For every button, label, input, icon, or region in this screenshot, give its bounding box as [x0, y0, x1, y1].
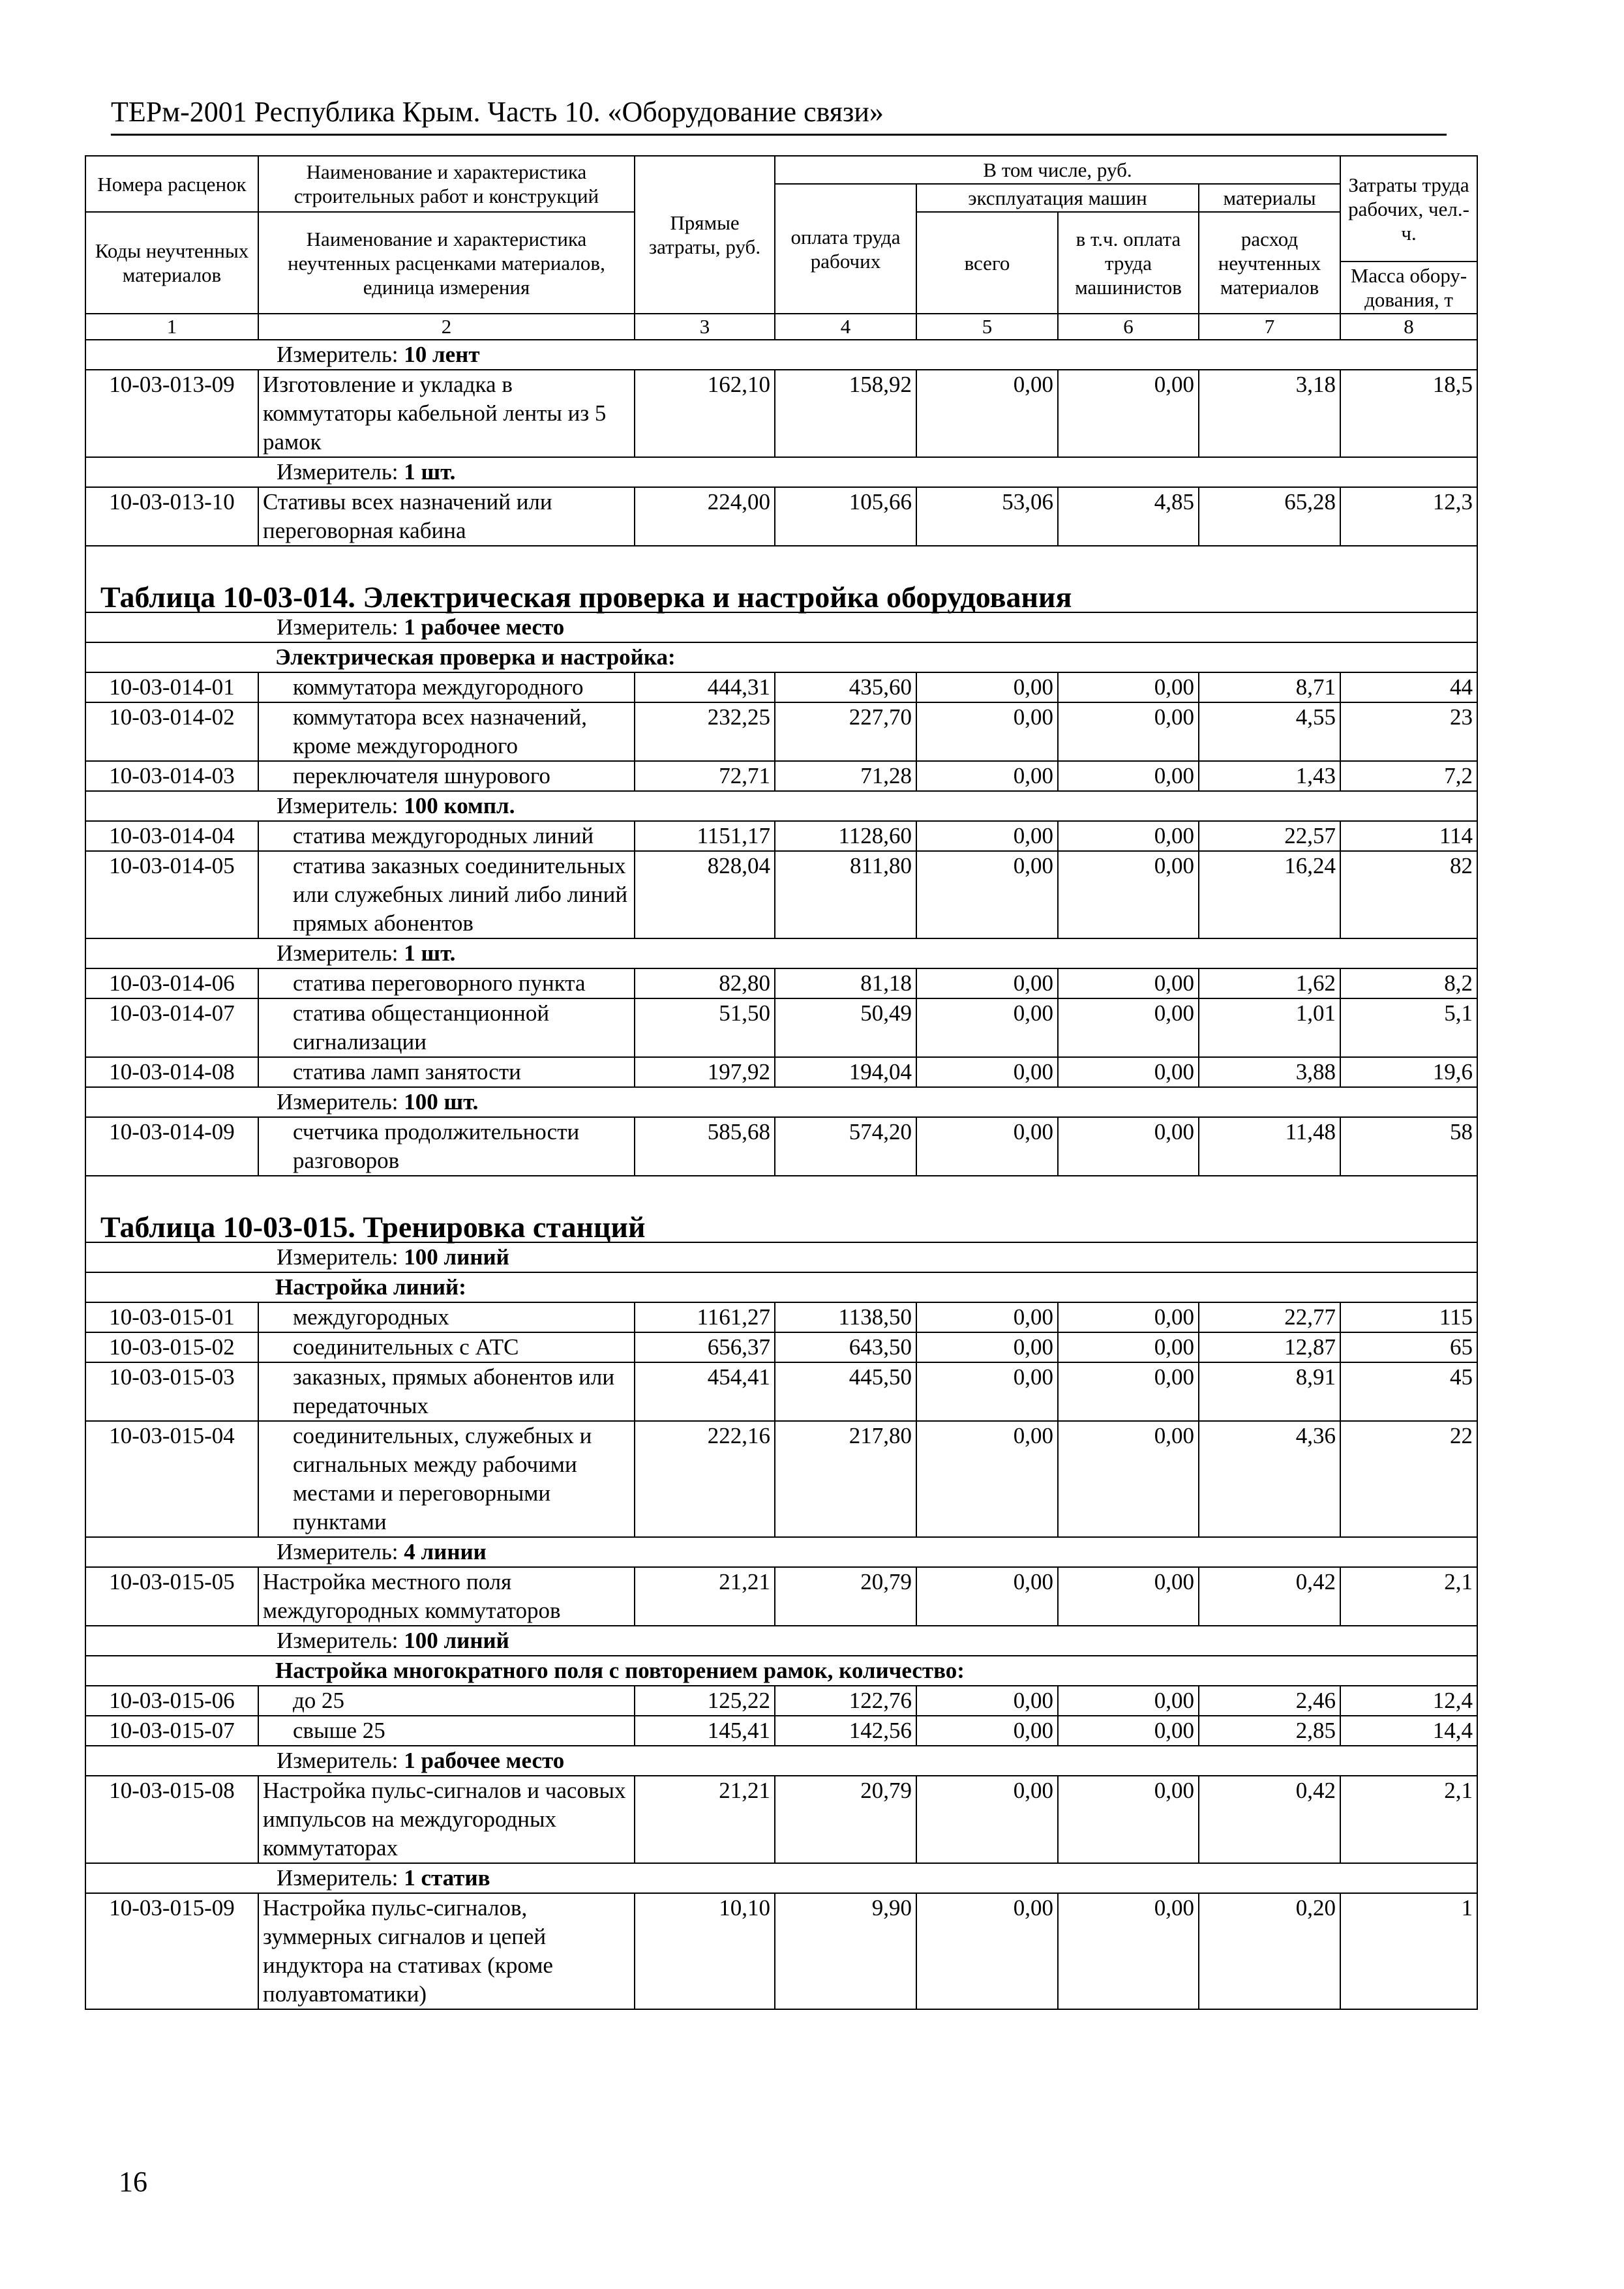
measure-cell [85, 1746, 1477, 1776]
value-machinists: 0,00 [1058, 1421, 1199, 1537]
measure-value: 1 статив [404, 1865, 490, 1891]
value-hours: 45 [1340, 1362, 1477, 1421]
value-labor: 1138,50 [775, 1302, 916, 1332]
table-row [85, 968, 1477, 998]
work-name: до 25 [258, 1686, 635, 1716]
table-row [85, 1117, 1477, 1176]
value-hours: 82 [1340, 851, 1477, 938]
value-direct: 444,31 [635, 672, 775, 702]
column-number: 3 [635, 314, 775, 340]
value-machinists: 0,00 [1058, 370, 1199, 457]
measure-row [85, 340, 1477, 370]
measure-row [85, 1537, 1477, 1567]
rate-code: 10-03-014-02 [85, 702, 258, 761]
value-direct: 656,37 [635, 1332, 775, 1362]
value-materials: 0,42 [1199, 1776, 1340, 1863]
header-col1-top: Номера расценок [85, 156, 258, 212]
value-hours: 58 [1340, 1117, 1477, 1176]
measure-cell [85, 1242, 1477, 1272]
value-hours: 2,1 [1340, 1776, 1477, 1863]
rate-code: 10-03-014-05 [85, 851, 258, 938]
work-name: статива междугородных линий [258, 821, 635, 851]
table-row [85, 761, 1477, 791]
section-title: Электрическая проверка и настройка: [85, 642, 1477, 672]
column-number: 6 [1058, 314, 1199, 340]
column-number: 7 [1199, 314, 1340, 340]
value-labor: 71,28 [775, 761, 916, 791]
table-title: Таблица 10-03-015. Тренировка станций [85, 1176, 1477, 1242]
value-machinists: 0,00 [1058, 672, 1199, 702]
measure-cell [85, 1863, 1477, 1893]
value-machines: 0,00 [916, 1776, 1058, 1863]
value-labor: 81,18 [775, 968, 916, 998]
value-labor: 9,90 [775, 1893, 916, 2009]
table-row [85, 851, 1477, 938]
value-machines: 0,00 [916, 1332, 1058, 1362]
value-machines: 0,00 [916, 702, 1058, 761]
value-materials: 0,20 [1199, 1893, 1340, 2009]
value-labor: 227,70 [775, 702, 916, 761]
value-materials: 2,85 [1199, 1716, 1340, 1746]
value-hours: 22 [1340, 1421, 1477, 1537]
measure-value: 100 компл. [404, 793, 515, 818]
column-number: 8 [1340, 314, 1477, 340]
header-col1-bottom: Коды неучтенных материалов [85, 212, 258, 314]
rates-table [85, 155, 1478, 2010]
table-row [85, 672, 1477, 702]
value-hours: 7,2 [1340, 761, 1477, 791]
measure-label: Измеритель: [277, 940, 398, 966]
measure-value: 10 лент [404, 342, 480, 367]
measure-cell [85, 1537, 1477, 1567]
value-materials: 4,36 [1199, 1421, 1340, 1537]
work-name: статива ламп занятости [258, 1057, 635, 1087]
work-name: свыше 25 [258, 1716, 635, 1746]
value-direct: 1161,27 [635, 1302, 775, 1332]
measure-row [85, 1242, 1477, 1272]
value-labor: 122,76 [775, 1686, 916, 1716]
rate-code: 10-03-015-09 [85, 1893, 258, 2009]
value-hours: 8,2 [1340, 968, 1477, 998]
table-row [85, 1332, 1477, 1362]
rate-code: 10-03-014-04 [85, 821, 258, 851]
rate-code: 10-03-015-01 [85, 1302, 258, 1332]
rate-code: 10-03-014-09 [85, 1117, 258, 1176]
measure-row [85, 1087, 1477, 1117]
rate-code: 10-03-015-02 [85, 1332, 258, 1362]
value-machinists: 0,00 [1058, 851, 1199, 938]
table-row [85, 1057, 1477, 1087]
value-machines: 0,00 [916, 1057, 1058, 1087]
measure-label: Измеритель: [277, 1244, 398, 1270]
table-row [85, 1686, 1477, 1716]
table-row [85, 702, 1477, 761]
rate-code: 10-03-013-09 [85, 370, 258, 457]
value-labor: 435,60 [775, 672, 916, 702]
value-labor: 217,80 [775, 1421, 916, 1537]
measure-value: 1 рабочее место [404, 614, 565, 640]
measure-row [85, 612, 1477, 642]
value-materials: 65,28 [1199, 487, 1340, 546]
value-machinists: 0,00 [1058, 702, 1199, 761]
value-labor: 643,50 [775, 1332, 916, 1362]
value-machines: 53,06 [916, 487, 1058, 546]
header-rule [111, 134, 1447, 136]
table-row [85, 1302, 1477, 1332]
value-direct: 222,16 [635, 1421, 775, 1537]
value-materials: 1,01 [1199, 998, 1340, 1057]
value-labor: 574,20 [775, 1117, 916, 1176]
value-direct: 21,21 [635, 1776, 775, 1863]
work-name: заказных, прямых абонентов или передаточных [258, 1362, 635, 1421]
value-hours: 19,6 [1340, 1057, 1477, 1087]
value-machines: 0,00 [916, 1686, 1058, 1716]
value-materials: 4,55 [1199, 702, 1340, 761]
measure-row [85, 1863, 1477, 1893]
measure-label: Измеритель: [277, 1089, 398, 1115]
value-machines: 0,00 [916, 1421, 1058, 1537]
measure-label: Измеритель: [277, 1628, 398, 1653]
measure-label: Измеритель: [277, 459, 398, 485]
value-direct: 21,21 [635, 1567, 775, 1626]
value-machines: 0,00 [916, 851, 1058, 938]
work-name: статива общестанционной сигнализации [258, 998, 635, 1057]
value-machines: 0,00 [916, 1362, 1058, 1421]
value-direct: 454,41 [635, 1362, 775, 1421]
value-hours: 65 [1340, 1332, 1477, 1362]
table-row [85, 1716, 1477, 1746]
section-row [85, 1656, 1477, 1686]
value-hours: 18,5 [1340, 370, 1477, 457]
table-header [85, 156, 1477, 314]
header-col8-top: Затраты труда рабочих, чел.-ч. [1340, 156, 1477, 262]
value-labor: 50,49 [775, 998, 916, 1057]
value-machinists: 0,00 [1058, 1302, 1199, 1332]
value-materials: 22,57 [1199, 821, 1340, 851]
rate-code: 10-03-014-08 [85, 1057, 258, 1087]
value-machinists: 0,00 [1058, 1362, 1199, 1421]
value-direct: 51,50 [635, 998, 775, 1057]
table-title: Таблица 10-03-014. Электрическая проверка и настройка оборудования [85, 546, 1477, 612]
value-labor: 1128,60 [775, 821, 916, 851]
header-col2-top: Наименование и характеристика строительных работ и конструкций [258, 156, 635, 212]
rate-code: 10-03-015-08 [85, 1776, 258, 1863]
page-number: 16 [119, 2166, 147, 2198]
measure-label: Измеритель: [277, 1865, 398, 1891]
measure-value: 100 линий [404, 1628, 509, 1653]
value-hours: 5,1 [1340, 998, 1477, 1057]
work-name: соединительных, служебных и сигнальных между рабочими местами и переговорными пунктами [258, 1421, 635, 1537]
value-labor: 158,92 [775, 370, 916, 457]
table-row [85, 1776, 1477, 1863]
section-row [85, 1272, 1477, 1302]
measure-cell [85, 1087, 1477, 1117]
page-header: ТЕРм-2001 Республика Крым. Часть 10. «Оборудование связи» [111, 96, 884, 128]
value-machinists: 0,00 [1058, 1893, 1199, 2009]
value-hours: 2,1 [1340, 1567, 1477, 1626]
value-hours: 44 [1340, 672, 1477, 702]
value-machines: 0,00 [916, 1117, 1058, 1176]
value-direct: 224,00 [635, 487, 775, 546]
header-col5: всего [916, 212, 1058, 314]
value-machines: 0,00 [916, 1716, 1058, 1746]
measure-cell [85, 340, 1477, 370]
column-numbers [85, 314, 1477, 340]
value-hours: 114 [1340, 821, 1477, 851]
value-machinists: 0,00 [1058, 1567, 1199, 1626]
work-name: счетчика продолжительности разговоров [258, 1117, 635, 1176]
table-row [85, 1567, 1477, 1626]
rate-code: 10-03-015-05 [85, 1567, 258, 1626]
measure-row [85, 791, 1477, 821]
value-machinists: 0,00 [1058, 821, 1199, 851]
value-materials: 12,87 [1199, 1332, 1340, 1362]
table-row [85, 487, 1477, 546]
measure-value: 100 линий [404, 1244, 509, 1270]
value-materials: 8,71 [1199, 672, 1340, 702]
work-name: коммутатора междугородного [258, 672, 635, 702]
value-machines: 0,00 [916, 1567, 1058, 1626]
header-col7: расход неучтенных материалов [1199, 212, 1340, 314]
value-direct: 82,80 [635, 968, 775, 998]
header-machines: эксплуатация машин [916, 184, 1199, 212]
rate-code: 10-03-015-07 [85, 1716, 258, 1746]
header-col2-bottom: Наименование и характеристика неучтенных расценками материалов, единица измерения [258, 212, 635, 314]
value-materials: 1,43 [1199, 761, 1340, 791]
header-col6: в т.ч. оплата труда машинистов [1058, 212, 1199, 314]
section-title: Настройка линий: [85, 1272, 1477, 1302]
measure-cell [85, 791, 1477, 821]
value-hours: 12,4 [1340, 1686, 1477, 1716]
value-machinists: 0,00 [1058, 1117, 1199, 1176]
value-machinists: 0,00 [1058, 1332, 1199, 1362]
rate-code: 10-03-013-10 [85, 487, 258, 546]
table-row [85, 998, 1477, 1057]
header-materials: материалы [1199, 184, 1340, 212]
value-machines: 0,00 [916, 1302, 1058, 1332]
measure-cell [85, 1626, 1477, 1656]
value-direct: 197,92 [635, 1057, 775, 1087]
rate-code: 10-03-014-01 [85, 672, 258, 702]
measure-cell [85, 457, 1477, 487]
value-labor: 105,66 [775, 487, 916, 546]
value-labor: 20,79 [775, 1776, 916, 1863]
table-row [85, 1893, 1477, 2009]
value-machinists: 4,85 [1058, 487, 1199, 546]
value-machines: 0,00 [916, 1893, 1058, 2009]
value-materials: 11,48 [1199, 1117, 1340, 1176]
work-name: Изготовление и укладка в коммутаторы кабельной ленты из 5 рамок [258, 370, 635, 457]
column-number: 4 [775, 314, 916, 340]
rate-code: 10-03-015-03 [85, 1362, 258, 1421]
value-machines: 0,00 [916, 998, 1058, 1057]
measure-label: Измеритель: [277, 342, 398, 367]
value-direct: 125,22 [635, 1686, 775, 1716]
column-number: 5 [916, 314, 1058, 340]
measure-row [85, 457, 1477, 487]
measure-cell [85, 938, 1477, 968]
rate-code: 10-03-015-04 [85, 1421, 258, 1537]
value-hours: 23 [1340, 702, 1477, 761]
value-machines: 0,00 [916, 821, 1058, 851]
measure-cell [85, 612, 1477, 642]
value-direct: 828,04 [635, 851, 775, 938]
measure-value: 1 рабочее место [404, 1748, 565, 1773]
measure-label: Измеритель: [277, 1539, 398, 1564]
work-name: Настройка пульс-сигналов, зуммерных сигналов и цепей индуктора на стативах (кроме полуавтоматики) [258, 1893, 635, 2009]
measure-label: Измеритель: [277, 614, 398, 640]
column-number: 2 [258, 314, 635, 340]
value-machines: 0,00 [916, 672, 1058, 702]
work-name: Стативы всех назначений или переговорная кабина [258, 487, 635, 546]
value-materials: 0,42 [1199, 1567, 1340, 1626]
value-materials: 1,62 [1199, 968, 1340, 998]
value-materials: 2,46 [1199, 1686, 1340, 1716]
rate-code: 10-03-014-03 [85, 761, 258, 791]
measure-value: 1 шт. [404, 459, 456, 485]
section-title: Настройка многократного поля с повторением рамок, количество: [85, 1656, 1477, 1686]
measure-label: Измеритель: [277, 1748, 398, 1773]
value-direct: 1151,17 [635, 821, 775, 851]
work-name: статива переговорного пункта [258, 968, 635, 998]
table-row [85, 821, 1477, 851]
rate-code: 10-03-015-06 [85, 1686, 258, 1716]
table-row [85, 370, 1477, 457]
table-title-row [85, 1176, 1477, 1242]
measure-row [85, 938, 1477, 968]
rate-code: 10-03-014-06 [85, 968, 258, 998]
value-machinists: 0,00 [1058, 968, 1199, 998]
header-col3: Прямые затраты, руб. [635, 156, 775, 314]
value-machinists: 0,00 [1058, 1716, 1199, 1746]
value-labor: 20,79 [775, 1567, 916, 1626]
work-name: соединительных с АТС [258, 1332, 635, 1362]
value-hours: 1 [1340, 1893, 1477, 2009]
measure-row [85, 1626, 1477, 1656]
header-col4: оплата труда рабочих [775, 184, 916, 314]
measure-value: 4 линии [404, 1539, 487, 1564]
column-number: 1 [85, 314, 258, 340]
value-materials: 3,88 [1199, 1057, 1340, 1087]
table-row [85, 1421, 1477, 1537]
value-machinists: 0,00 [1058, 998, 1199, 1057]
work-name: Настройка пульс-сигналов и часовых импульсов на междугородных коммутаторах [258, 1776, 635, 1863]
value-labor: 445,50 [775, 1362, 916, 1421]
section-row [85, 642, 1477, 672]
value-materials: 22,77 [1199, 1302, 1340, 1332]
value-hours: 12,3 [1340, 487, 1477, 546]
work-name: статива заказных соединительных или служебных линий либо линий прямых абонентов [258, 851, 635, 938]
value-machinists: 0,00 [1058, 1686, 1199, 1716]
header-col8-bottom: Масса обору-дования, т [1340, 262, 1477, 314]
work-name: коммутатора всех назначений, кроме междугородного [258, 702, 635, 761]
value-machinists: 0,00 [1058, 1776, 1199, 1863]
value-direct: 232,25 [635, 702, 775, 761]
table-row [85, 1362, 1477, 1421]
value-hours: 115 [1340, 1302, 1477, 1332]
value-materials: 3,18 [1199, 370, 1340, 457]
value-machines: 0,00 [916, 761, 1058, 791]
value-direct: 72,71 [635, 761, 775, 791]
value-machines: 0,00 [916, 370, 1058, 457]
value-labor: 194,04 [775, 1057, 916, 1087]
value-labor: 811,80 [775, 851, 916, 938]
measure-row [85, 1746, 1477, 1776]
work-name: Настройка местного поля междугородных коммутаторов [258, 1567, 635, 1626]
value-materials: 8,91 [1199, 1362, 1340, 1421]
rate-code: 10-03-014-07 [85, 998, 258, 1057]
header-group: В том числе, руб. [775, 156, 1340, 184]
value-direct: 162,10 [635, 370, 775, 457]
value-hours: 14,4 [1340, 1716, 1477, 1746]
table-title-row [85, 546, 1477, 612]
value-machinists: 0,00 [1058, 761, 1199, 791]
measure-label: Измеритель: [277, 793, 398, 818]
value-machines: 0,00 [916, 968, 1058, 998]
rates-table-frame [85, 155, 1477, 2108]
value-machinists: 0,00 [1058, 1057, 1199, 1087]
table-body [85, 340, 1477, 2009]
value-direct: 145,41 [635, 1716, 775, 1746]
value-direct: 585,68 [635, 1117, 775, 1176]
value-materials: 16,24 [1199, 851, 1340, 938]
work-name: междугородных [258, 1302, 635, 1332]
measure-value: 100 шт. [404, 1089, 479, 1115]
work-name: переключателя шнурового [258, 761, 635, 791]
measure-value: 1 шт. [404, 940, 456, 966]
value-direct: 10,10 [635, 1893, 775, 2009]
value-labor: 142,56 [775, 1716, 916, 1746]
